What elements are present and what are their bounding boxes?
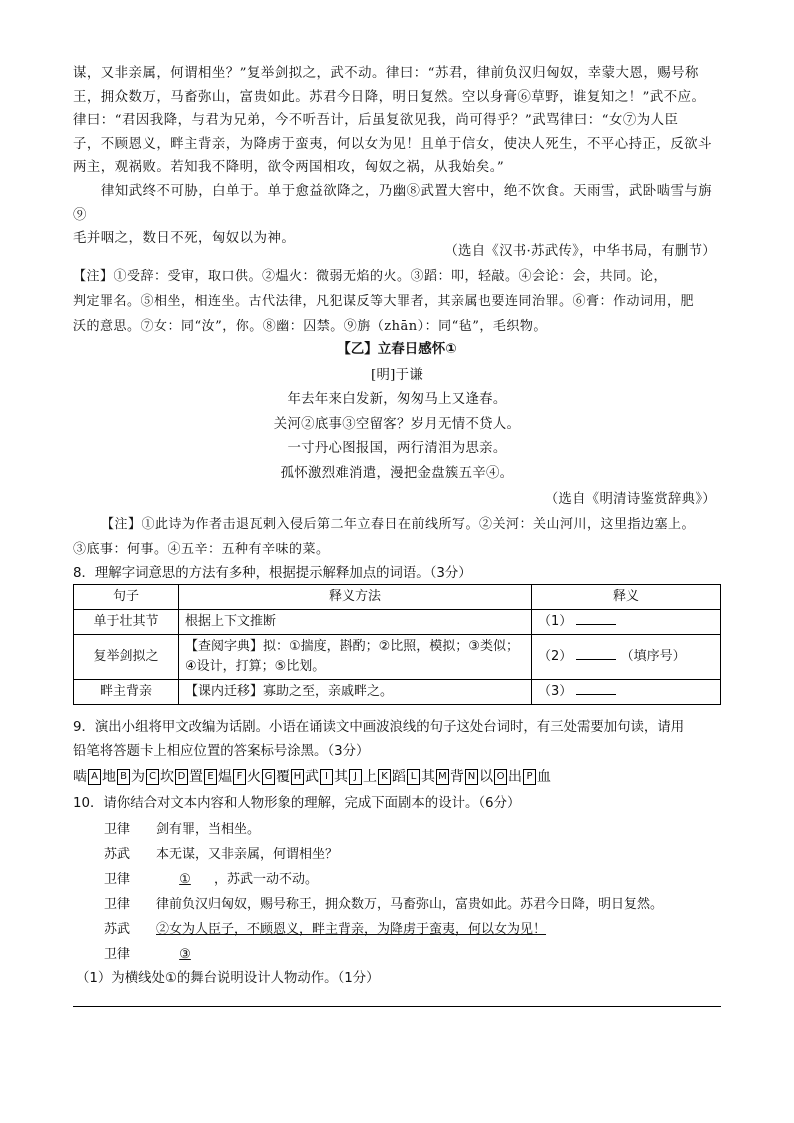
sequence-char: 地 (102, 769, 116, 785)
table-cell-answer (532, 635, 721, 680)
question-10-sub1: （1）为横线处①的舞台说明设计人物动作。（1分） (76, 971, 380, 986)
passage-notes (73, 264, 719, 339)
punctuation-box-g[interactable]: G (262, 769, 275, 785)
punctuation-box-n[interactable]: N (465, 769, 478, 785)
table-header: 句子 (74, 585, 179, 610)
poem-line: 孤怀激烈难消遣，漫把金盘簇五辛④。 (280, 466, 514, 481)
table-cell-method: 【课内迁移】寡助之至，亲戚畔之。 (179, 680, 532, 705)
passage-line: 王，拥众数万，马畜弥山，富贵如此。苏君今日降，明日复然。空以身膏⑥草野，谁复知之！”武不应。 (73, 89, 706, 105)
passage-line: 两主，观祸败。若知我不降明，欲令两国相攻，匈奴之祸，从我始矣。” (73, 160, 505, 176)
table-cell-sentence: 复举剑拟之 (74, 635, 179, 680)
answer-label: （1） (538, 614, 573, 629)
script-text: 律前负汉归匈奴，赐号称王，拥众数万，马畜弥山，富贵如此。苏君今日降，明日复然。 (156, 897, 664, 912)
script-blank-3[interactable]: ③ (179, 947, 191, 962)
table-cell-method: 【查阅字典】拟：①揣度，斟酌；②比照，模拟；③类似；④设计，打算；⑤比划。 (179, 635, 532, 680)
table-row (74, 635, 721, 680)
poem-notes (73, 512, 719, 562)
poem-source: （选自《明清诗鉴赏辞典》） (544, 492, 716, 507)
sequence-char: 啮 (73, 769, 87, 785)
sequence-char: 其 (334, 769, 348, 785)
table-header: 释义 (532, 585, 721, 610)
script-role: 卫律 (104, 822, 131, 837)
passage-line: 谋，又非亲属，何谓相坐？”复举剑拟之，武不动。律曰：“苏君，律前负汉归匈奴，幸蒙大恩，赐号称 (73, 66, 699, 81)
poem-title: 【乙】立春日感怀① (337, 341, 457, 357)
q8-table (73, 584, 721, 705)
punctuation-box-j[interactable]: J (349, 769, 362, 785)
question-8-stem: 8．理解字词意思的方法有多种，根据提示解释加点的词语。（3分） (73, 566, 472, 581)
table-cell-method: 根据上下文推断 (179, 610, 532, 635)
punctuation-box-m[interactable]: M (436, 769, 449, 785)
note-line: 【注】①受辞：受审，取口供。②煴火：微弱无焰的火。③蹈：叩，轻敲。④会论：会，共同。论， (73, 269, 668, 284)
sequence-char: 血 (537, 769, 551, 785)
punctuation-box-k[interactable]: K (378, 769, 391, 785)
punctuation-box-p[interactable]: P (523, 769, 536, 785)
script-role: 苏武 (104, 847, 131, 862)
sequence-char: 为 (131, 769, 145, 785)
script-role: 卫律 (104, 947, 131, 962)
answer-line[interactable] (73, 1006, 721, 1007)
script-line (104, 943, 214, 962)
question-9-stem-line1: 9．演出小组将甲文改编为话剧。小语在诵读文中画波浪线的句子这处台词时，有三处需要加句读，请用 (73, 720, 685, 735)
passage-line: 律知武终不可胁，白单于。单于愈益欲降之，乃幽⑧武置大窖中，绝不饮食。天雨雪，武卧啮雪与旃⑨ (73, 183, 713, 223)
script-underlined-text: ②女为人臣子，不顾恩义，畔主背亲，为降虏于蛮夷，何以女为见！ (156, 922, 547, 937)
answer-blank[interactable] (576, 659, 616, 660)
sequence-char: 火 (247, 769, 261, 785)
punctuation-box-b[interactable]: B (117, 769, 130, 785)
script-text: ，苏武一动不动。 (214, 872, 319, 887)
punctuation-sequence (73, 766, 551, 786)
note-line: 沃的意思。⑦女：同“汝”，你。⑧幽：囚禁。⑨旃（zhān）：同“毡”，毛织物。 (73, 319, 547, 334)
poem-author: [明]于谦 (370, 368, 424, 383)
poem-line: 一寸丹心图报国，两行清泪为思亲。 (287, 441, 507, 456)
answer-blank[interactable] (576, 624, 616, 625)
script-line (104, 868, 318, 887)
question-10-stem: 10．请你结合对文本内容和人物形象的理解，完成下面剧本的设计。（6分） (73, 796, 521, 811)
note-line: ③底事：何事。④五辛：五种有辛味的菜。 (73, 542, 330, 557)
script-line (104, 918, 546, 937)
script-role: 卫律 (104, 872, 131, 887)
sequence-char: 置 (189, 769, 203, 785)
sequence-char: 蹈 (392, 769, 406, 785)
note-line: 【注】①此诗为作者击退瓦剌入侵后第二年立春日在前线所写。②关河：关山河川，这里指边塞上。 (101, 517, 696, 532)
sequence-char: 覆 (276, 769, 290, 785)
answer-hint: （填序号） (620, 649, 686, 664)
passage-line: 律曰：“君因我降，与君为兄弟，今不听吾计，后虽复欲见我，尚可得乎？”武骂律曰：“女⑦为人臣 (73, 113, 679, 129)
script-text: 本无谋，又非亲属，何谓相坐？ (156, 847, 339, 862)
sequence-char: 背 (450, 769, 464, 785)
punctuation-box-i[interactable]: I (320, 769, 333, 785)
table-header-row (74, 585, 721, 610)
answer-label: （2） (538, 649, 573, 664)
table-cell-sentence: 单于壮其节 (74, 610, 179, 635)
script-blank-1[interactable]: ① (179, 872, 191, 887)
punctuation-box-c[interactable]: C (146, 769, 159, 785)
script-text: 剑有罪，当相坐。 (156, 822, 261, 837)
passage-line: 毛并咽之，数日不死，匈奴以为神。 (73, 231, 296, 247)
sequence-char: 武 (305, 769, 319, 785)
sequence-char: 出 (508, 769, 522, 785)
sequence-char: 上 (363, 769, 377, 785)
answer-label: （3） (538, 684, 573, 699)
answer-blank[interactable] (576, 694, 616, 695)
passage-line: 子，不顾恩义，畔主背亲，为降虏于蛮夷，何以女为见！且单于信女，使决人死生，不平心持正，反欲斗 (73, 136, 712, 152)
punctuation-box-h[interactable]: H (291, 769, 304, 785)
punctuation-box-f[interactable]: F (233, 769, 246, 785)
table-cell-answer (532, 680, 721, 705)
sequence-char: 以 (479, 769, 493, 785)
table-cell-answer (532, 610, 721, 635)
punctuation-box-l[interactable]: L (407, 769, 420, 785)
table-cell-sentence: 畔主背亲 (74, 680, 179, 705)
table-header: 释义方法 (179, 585, 532, 610)
punctuation-box-o[interactable]: O (494, 769, 507, 785)
script-line (104, 893, 663, 912)
sequence-char: 其 (421, 769, 435, 785)
punctuation-box-a[interactable]: A (88, 769, 101, 785)
script-line (104, 843, 338, 862)
passage-source: （选自《汉书·苏武传》，中华书局，有删节） (444, 244, 716, 259)
question-9-stem-line2: 铅笔将答题卡上相应位置的答案标号涂黑。（3分） (73, 744, 370, 759)
script-role: 卫律 (104, 897, 131, 912)
script-role: 苏武 (104, 922, 131, 937)
poem-line: 年去年来白发新，匆匆马上又逢春。 (287, 392, 507, 407)
punctuation-box-d[interactable]: D (175, 769, 188, 785)
poem-line: 关河②底事③空留客？岁月无情不贷人。 (273, 417, 521, 432)
table-row (74, 610, 721, 635)
table-row (74, 680, 721, 705)
punctuation-box-e[interactable]: E (204, 769, 217, 785)
passage-jia (73, 62, 719, 251)
note-line: 判定罪名。⑤相坐，相连坐。古代法律，凡犯谋反等大罪者，其亲属也要连同治罪。⑥膏：作动词用，肥 (73, 294, 695, 309)
sequence-char: 煴 (218, 769, 232, 785)
sequence-char: 坎 (160, 769, 174, 785)
script-line (104, 818, 260, 837)
